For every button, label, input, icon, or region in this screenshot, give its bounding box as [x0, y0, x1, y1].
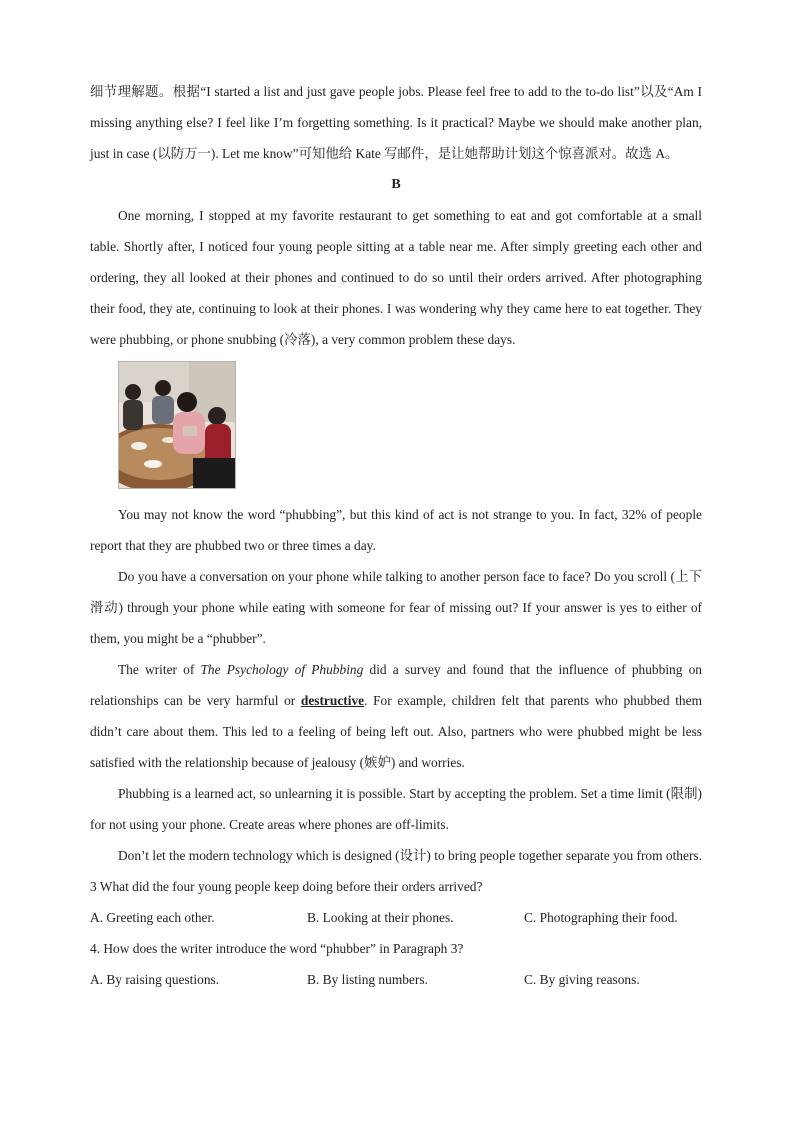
question-3-option-b: B. Looking at their phones.: [307, 910, 454, 925]
paragraph-4-rest: . For example, children felt that parents who phubbed them didn’t care about them. This led to a feeling of being left out. Also, partners who were phubbed might be less satisfied with the relationship because of jealousy (嫉妒) and worries.: [90, 693, 702, 770]
paragraph-5: Phubbing is a learned act, so unlearning it is possible. Start by accepting the problem. Set a time limit (限制) for not using your phone. Create areas where phones are off-limits.: [90, 786, 702, 832]
restaurant-photo: [118, 361, 236, 489]
paragraph-4-before-title: The writer of: [118, 662, 201, 677]
question-3-stem: 3 What did the four young people keep doing before their orders arrived?: [90, 879, 483, 894]
paragraph-3: Do you have a conversation on your phone while talking to another person face to face? Do you scroll (上下滑动) through your phone while eating with someone for fear of missing out? If your answer is yes to either of them, you might be a “phubber”.: [90, 569, 702, 646]
paragraph-4: [90, 654, 702, 778]
document-body: [90, 76, 702, 995]
question-4-options: [90, 964, 702, 995]
paragraph-2: You may not know the word “phubbing”, but this kind of act is not strange to you. In fact, 32% of people report that they are phubbed two or three times a day.: [90, 507, 702, 553]
question-4-option-c: C. By giving reasons.: [524, 972, 640, 987]
question-3-options: [90, 902, 702, 933]
question-3: [90, 871, 702, 933]
answer-explanation: 细节理解题。根据“I started a list and just gave people jobs. Please feel free to add to the to-do list”以及“Am I missing anything else? I feel like I’m forgetting something. Is it practical? Maybe we should make another plan, just in case (以防万一). Let me know”可知他给 Kate 写邮件，是让她帮助计划这个惊喜派对。故选 A。: [90, 84, 702, 161]
question-3-option-a: A. Greeting each other.: [90, 910, 215, 925]
paragraph-6: Don’t let the modern technology which is designed (设计) to bring people together separate you from others.: [118, 848, 702, 863]
question-3-option-c: C. Photographing their food.: [524, 910, 678, 925]
paragraph-1: One morning, I stopped at my favorite restaurant to get something to eat and got comfortable at a small table. Shortly after, I noticed four young people sitting at a table near me. After simply greeting each other and ordering, they all looked at their phones and continued to do so until their orders arrived. After photographing their food, they ate, continuing to look at their phones. I was wondering why they came here to eat together. They were phubbing, or phone snubbing (冷落), a very common problem these days.: [90, 208, 702, 347]
book-title: The Psychology of Phubbing: [200, 662, 364, 677]
section-heading: B: [391, 177, 401, 192]
question-4-option-b: B. By listing numbers.: [307, 972, 428, 987]
paragraph-4-after-title: did a survey and found that the influence of phubbing on relationships can be very harmful or: [90, 662, 702, 708]
keyword-destructive: destructive: [300, 693, 365, 708]
question-4-stem: 4. How does the writer introduce the word “phubber” in Paragraph 3?: [90, 941, 464, 956]
question-4: [90, 933, 702, 995]
question-4-option-a: A. By raising questions.: [90, 972, 220, 987]
